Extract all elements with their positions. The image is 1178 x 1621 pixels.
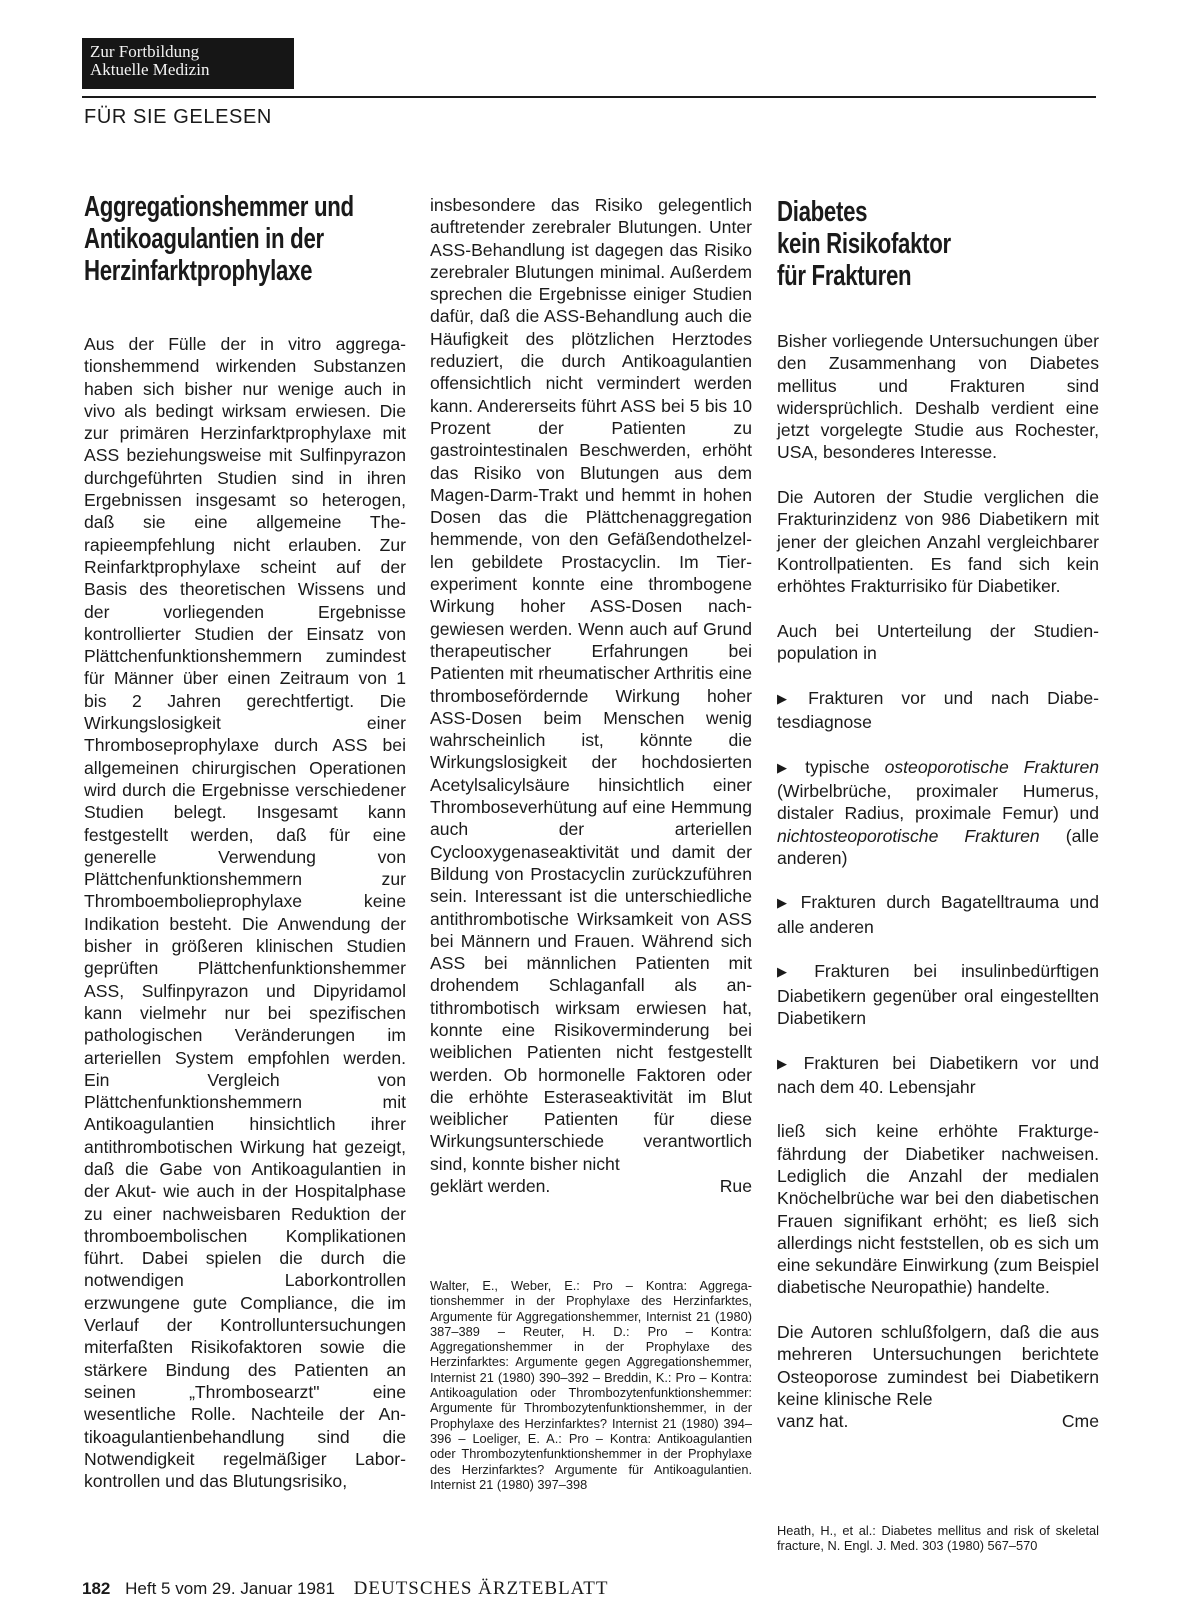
article2-title-line1: Diabetes — [777, 196, 868, 228]
article2-signature: Cme — [1061, 1411, 1099, 1432]
article2-closing-line — [777, 1410, 1099, 1432]
article2-paragraph-4: ließ sich keine erhöhte Frakturgefährdung der Diabetiker nachweisen. Lediglich die Anzahl der medialen Knöchelbrüche war bei den diabetischen Frauen signifikant erhöht; es ließ sich allerdings nicht feststellen, ob es sich um eine sekundäre Einwirkung (zum Beispiel diabetische Neuropathie) handelte. — [777, 1121, 1099, 1298]
section-label-1: Zur Fortbildung — [90, 42, 200, 61]
page-footer — [82, 1578, 609, 1600]
bullet-4-text: Frakturen bei insulinbedürftigen Diabetikern gegenüber oral eingestellten Diabetikern — [777, 961, 1100, 1028]
bullet-3-text: Frakturen durch Bagatelltrauma und alle anderen — [777, 892, 1100, 937]
article2-last-words: vanz hat. — [777, 1411, 849, 1432]
bullet-2-text-d: nichtosteoporotische Frakturen — [777, 825, 1040, 846]
article1-last-words: geklärt werden. — [430, 1176, 551, 1197]
article2-bullet-2 — [777, 756, 1099, 869]
article2-bullet-5 — [777, 1052, 1099, 1099]
magazine-name: DEUTSCHES ÄRZTEBLATT — [353, 1578, 609, 1599]
article1-column1 — [84, 333, 406, 1492]
article1-closing-line — [430, 1175, 752, 1197]
article2-bullet-1 — [777, 687, 1099, 734]
article1-title-line1: Aggregationshemmer und — [84, 191, 354, 223]
bullet-2-text-b: osteoporotische Frakturen — [884, 756, 1100, 777]
article2-bullet-4 — [777, 960, 1099, 1029]
header-rule — [82, 96, 1096, 98]
article1-title — [84, 191, 354, 287]
page-number: 182 — [82, 1579, 111, 1598]
article1-body-part1: Aus der Fülle der in vitro aggregationshemmend wirkenden Substanzen haben sich bisher nur wenige auch in vivo als bedingt wirksam erwiesen. Die zur primären Herzinfarktprophylaxe mit ASS beziehungsweise mit Sulfinpyrazon durchgeführten Studien sind in ihren Ergebnissen insgesamt so heterogen, daß sie eine allgemeine Therapieempfehlung nicht erlauben. Zur Reinfarktprophylaxe scheint auf der Basis des theoretischen Wissens und der vorliegenden Ergebnisse kontrollierter Studien der Einsatz von Plättchenfunktionshemmern zumindest für Männer über einen Zeitraum von 1 bis 2 Jahren gerechtfertigt. Die Wirkungslosigkeit einer Thromboseprophylaxe durch ASS bei allgemeinen chirurgischen Operationen wird durch die Ergebnisse verschiedener Studien belegt. Insgesamt kann festgestellt werden, daß für eine generelle Verwendung von Plättchenfunktionshemmern zur Thromboembolieprophylaxe keine Indikation besteht. Die Anwendung der bisher in größeren klinischen Studien geprüften Plättchenfunktionshemmer ASS, Sulfinpyrazon und Dipyridamol kann vielmehr nur bei spezifischen pathologischen Veränderungen im arteriellen System empfohlen werden. Ein Vergleich von Plättchenfunktionshemmern mit Antikoagulantien hinsichtlich ihrer antithrombotischen Wirkung hat gezeigt, daß die Gabe von Antikoagulantien in der Akut- wie auch in der Hospitalphase zu einer nachweisbaren Reduktion der thromboembolischen Komplikationen führt. Dabei spielen die durch die notwendigen Laborkontrollen erzwungene gute Compliance, die im Verlauf der Kontrolluntersuchungen miterfaßten Risikofaktoren sowie die stärkere Bindung des Patienten an seinen „Thrombosearzt" eine wesentliche Rolle. Nachteile der Antikoagulantienbehandlung sind die Notwendigkeit regelmäßiger Laborkontrollen und das Blutungsrisiko, — [84, 334, 406, 1492]
article2-title — [777, 196, 951, 292]
article2-paragraph-1: Bisher vorliegende Untersuchungen über den Zusammenhang von Diabetes mellitus und Frakturen sind widersprüchlich. Deshalb verdient eine jetzt vorgelegte Studie aus Rochester, USA, besonderes Interesse. — [777, 331, 1099, 463]
article1-title-line2: Antikoagulantien in der — [84, 223, 324, 255]
issue-line: Heft 5 vom 29. Januar 1981 — [125, 1579, 335, 1598]
bullet-5-text: Frakturen bei Diabetikern vor und nach dem 40. Lebensjahr — [777, 1052, 1099, 1097]
article2-title-line2: kein Risikofaktor — [777, 228, 951, 260]
article2-title-line3: für Frakturen — [777, 260, 912, 292]
article1-references: Walter, E., Weber, E.: Pro – Kontra: Aggregationshemmer in der Prophylaxe des Herzinfarktes, Argumente für Aggregationshemmer, Internist 21 (1980) 387–389 – Reuter, H. D.: Pro – Kontra: Aggregationshemmer in der Prophylaxe des Herzinfarktes: Argumente gegen Aggregationshemmer, Internist 21 (1980) 390–392 – Breddin, K.: Pro – Kontra: Antikoagulation oder Thrombozytenfunktionshemmer: Argumente für Thrombozytenfunktionshemmer, in der Prophylaxe des Herzinfarktes? Internist 21 (1980) 394–396 – Loeliger, E. A.: Pro – Kontra: Antikoagulantien oder Thrombozytenfunktionshemmer in der Prophylaxe des Herzinfarktes? Argumente für Antikoagulantien. Internist 21 (1980) 397–398 — [430, 1278, 752, 1492]
bullet-2-text-a: typische — [805, 756, 885, 777]
article2-paragraph-5: Die Autoren schlußfolgern, daß die aus mehreren Untersuchungen berichtete Osteoporose zumindest bei Diabetikern keine klinische Rele — [777, 1322, 1099, 1409]
article1-signature: Rue — [719, 1176, 752, 1197]
article1-column2 — [430, 194, 752, 1197]
rubric-kicker: FÜR SIE GELESEN — [84, 106, 272, 128]
article2-column — [777, 330, 1099, 1433]
article1-body-part2: insbesondere das Risiko gelegentlich auftretender zerebraler Blutungen. Unter ASS-Behandlung ist dagegen das Risiko zerebraler Blutungen minimal. Außerdem sprechen die Ergebnisse einiger Studien dafür, daß die ASS-Behandlung auch die Häufigkeit des plötzlichen Herztodes reduziert, die durch Antikoagulantien offensichtlich nicht vermindert werden kann. Andererseits führt ASS bei 5 bis 10 Prozent der Patienten zu gastrointestinalen Beschwerden, erhöht das Risiko von Blutungen aus dem Magen-Darm-Trakt und hemmt in hohen Dosen das die Plättchenaggregation hemmende, von den Gefäßendothelzellen gebildete Prostacyclin. Im Tierexperiment konnte eine thrombogene Wirkung hoher ASS-Dosen nachgewiesen werden. Wenn auch auf Grund therapeutischer Erfahrungen bei Patienten mit rheumatischer Arthritis eine thrombosefördernde Wirkung hoher ASS-Dosen beim Menschen wenig wahrscheinlich ist, könnte die Wirkungslosigkeit der hochdosierten Acetylsalicylsäure hinsichtlich einer Thromboseverhütung auf eine Hemmung auch der arteriellen Cyclooxygenaseaktivität und damit der Bildung von Prostacyclin zurückzuführen sein. Interessant ist die unterschiedliche antithrombotische Wirksamkeit von ASS bei Männern und Frauen. Während sich ASS bei männlichen Patienten mit drohendem Schlaganfall als antithrombotisch wirksam erwiesen hat, konnte eine Risikoverminderung bei weiblichen Patienten nicht festgestellt werden. Ob hormonelle Faktoren oder die erhöhte Esteraseaktivität im Blut weiblicher Patienten für diese Wirkungsunterschiede verantwortlich sind, konnte bisher nicht — [430, 195, 752, 1174]
section-label-2: Aktuelle Medizin — [90, 60, 210, 79]
article2-bullet-3 — [777, 891, 1099, 938]
bullet-2-text-e: (alle anderen) — [777, 825, 1099, 868]
article1-title-line3: Herzinfarktprophylaxe — [84, 255, 313, 287]
article2-paragraph-2: Die Autoren der Studie verglichen die Frakturinzidenz von 986 Diabetikern mit jener der gleichen Anzahl vergleichbarer Kontrollpatienten. Es fand sich kein erhöhtes Frakturrisiko für Diabetiker. — [777, 487, 1099, 597]
article2-reference: Heath, H., et al.: Diabetes mellitus and risk of skeletal fracture, N. Engl. J. Med. 303 (1980) 567–570 — [777, 1523, 1099, 1554]
article2-paragraph-3: Auch bei Unterteilung der Studienpopulation in — [777, 620, 1099, 664]
bullet-1-text: Frakturen vor und nach Diabetesdiagnose — [777, 687, 1099, 733]
bullet-2-text-c: (Wirbelbrüche, proximaler Humerus, distaler Radius, proximale Femur) und — [777, 780, 1099, 824]
section-badge — [82, 38, 294, 89]
